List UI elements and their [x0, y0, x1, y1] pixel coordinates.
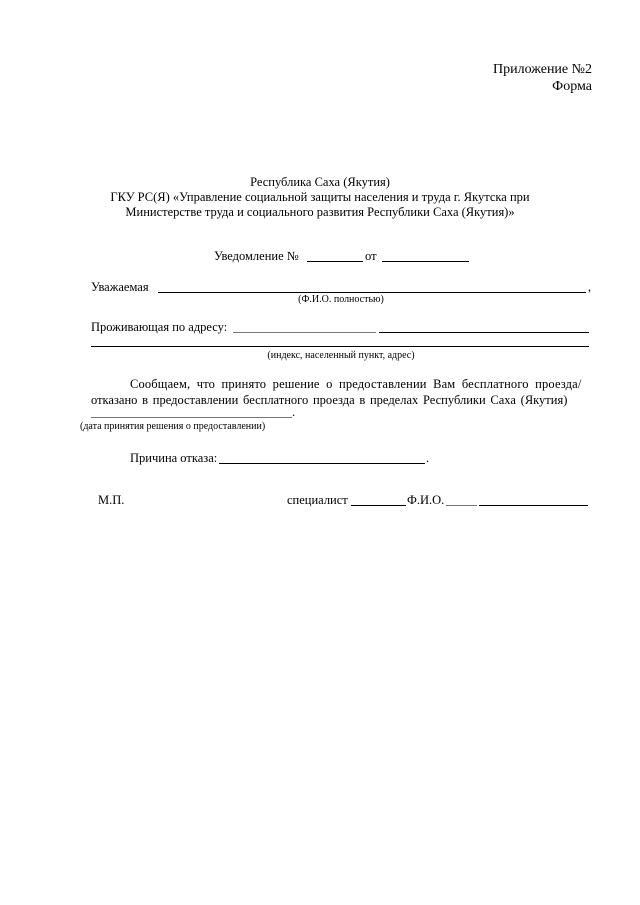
decision-date-period: . [292, 405, 296, 419]
name-hint: (Ф.И.О. полностью) [298, 294, 384, 305]
refusal-reason-field[interactable] [219, 463, 425, 464]
address-field-line2[interactable] [91, 346, 589, 347]
fio-field-part1[interactable] [446, 505, 477, 506]
form-label: Форма [552, 79, 592, 94]
fio-field-part2[interactable] [479, 505, 588, 506]
header-organization: ГКУ РС(Я) «Управление социальной защиты населения и труда г. Якутска при [110, 190, 530, 204]
stamp-label: М.П. [98, 493, 125, 507]
decision-date-field[interactable] [91, 417, 292, 418]
refusal-period: . [426, 451, 430, 465]
notice-from-label: от [365, 249, 377, 263]
body-line-2: отказано в предоставлении бесплатного проезда в пределах Республики Саха (Якутия) [91, 393, 568, 407]
address-field-part2[interactable] [379, 332, 589, 333]
body-line-1: Сообщаем, что принято решение о предоставлении Вам бесплатного проезда/ [130, 377, 582, 391]
address-field-part1[interactable] [233, 332, 376, 333]
salutation-comma: , [588, 280, 592, 294]
address-hint: (индекс, населенный пункт, адрес) [267, 350, 415, 361]
refusal-label: Причина отказа: [130, 451, 218, 465]
specialist-label: специалист [287, 493, 348, 507]
notice-title: Уведомление № [214, 249, 299, 263]
fio-label: Ф.И.О. [407, 493, 445, 507]
addressee-name-field[interactable] [158, 292, 586, 293]
header-ministry: Министерстве труда и социального развития Республики Саха (Якутия)» [125, 205, 515, 219]
salutation: Уважаемая [91, 280, 149, 294]
notice-number-field[interactable] [307, 261, 363, 262]
decision-date-hint: (дата принятия решения о предоставлении) [80, 421, 266, 432]
address-label: Проживающая по адресу: [91, 320, 228, 334]
appendix-label: Приложение №2 [493, 62, 592, 77]
notice-date-field[interactable] [382, 261, 469, 262]
specialist-signature-field[interactable] [351, 505, 406, 506]
header-republic: Республика Саха (Якутия) [250, 175, 390, 189]
